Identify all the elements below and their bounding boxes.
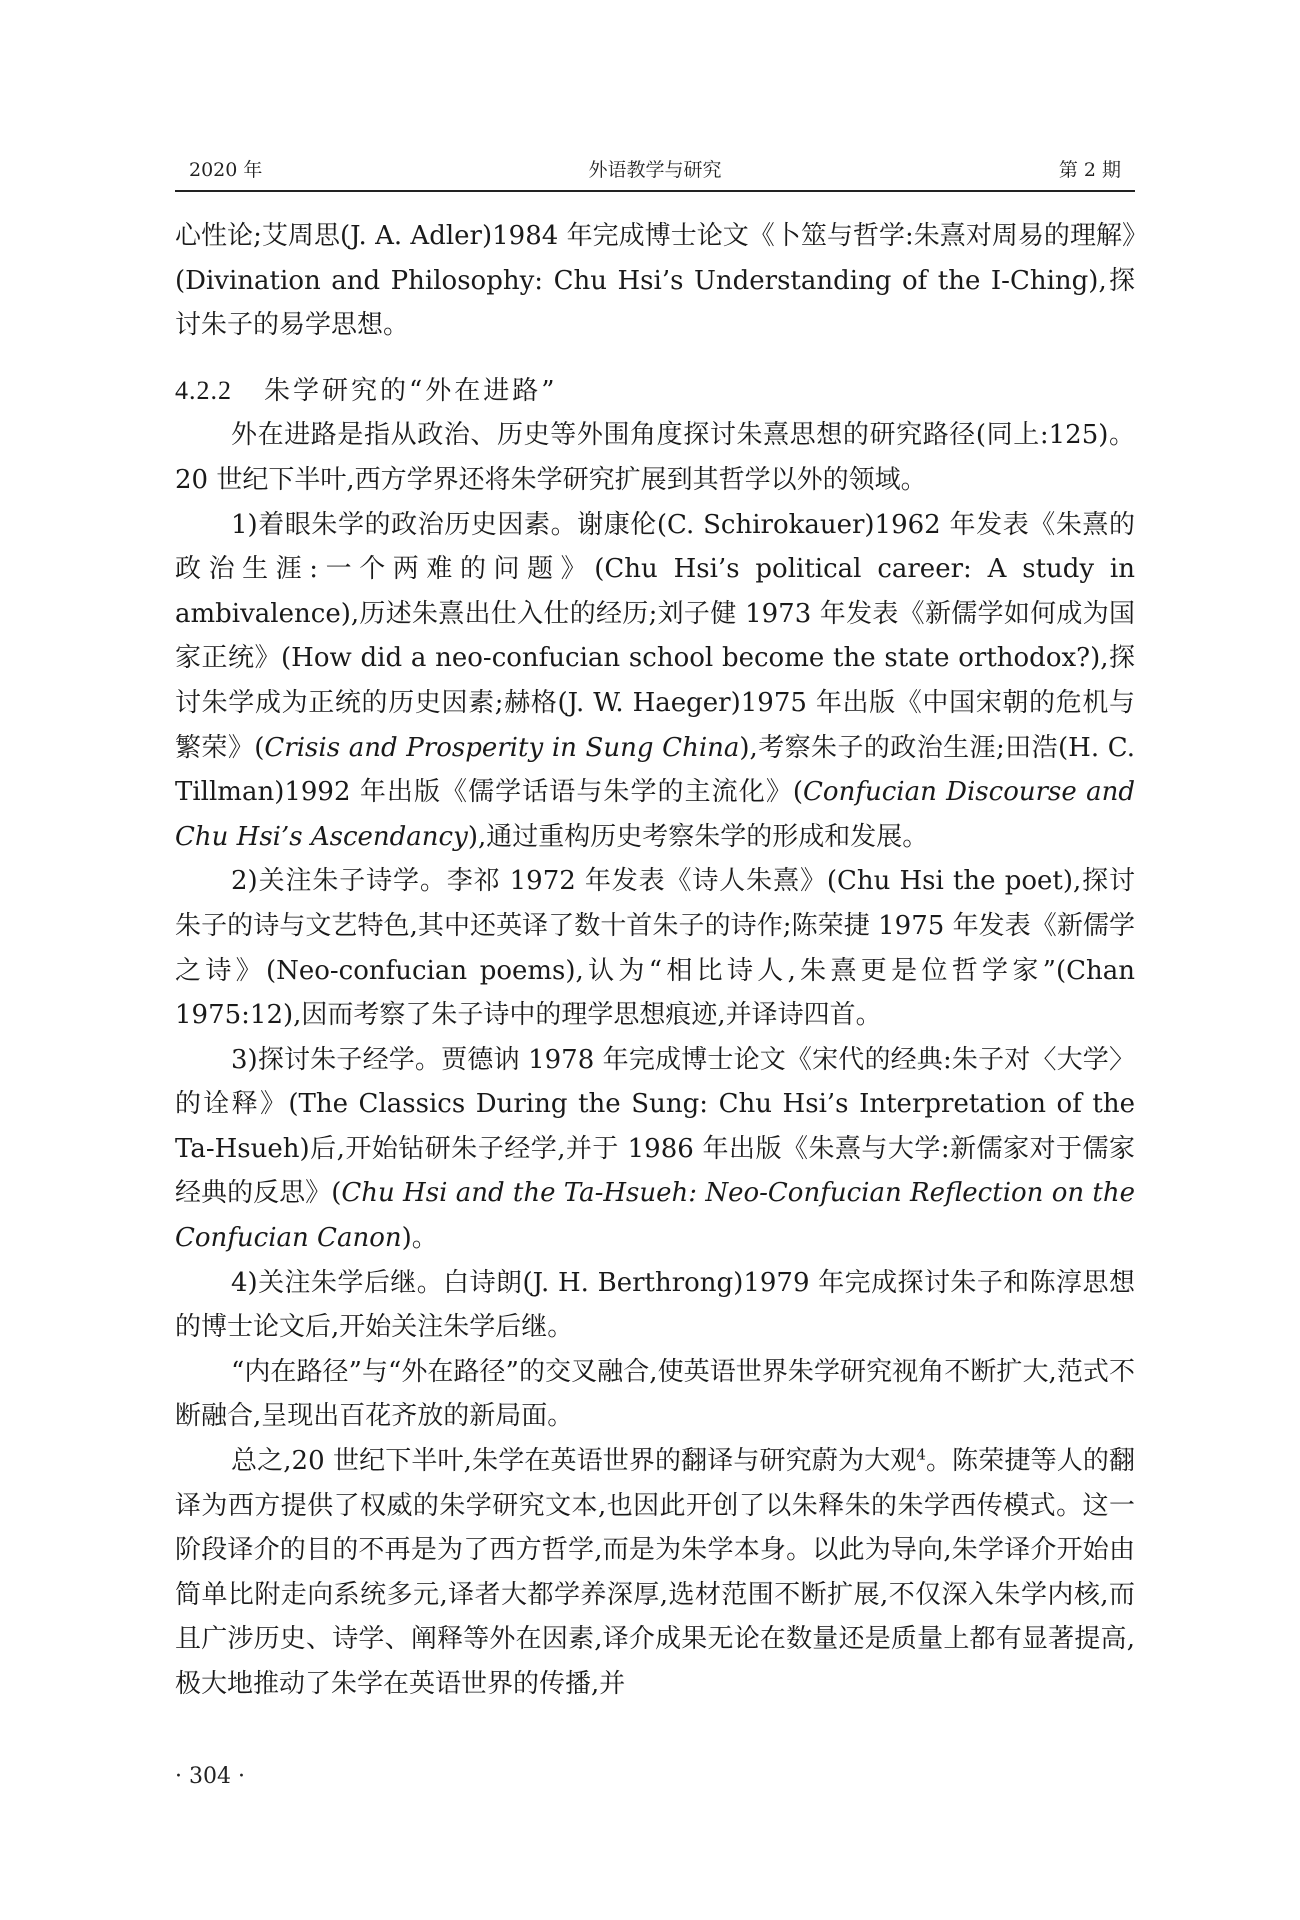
book-title-chu-hsi-ta-hsueh: Chu Hsi and the Ta-Hsueh: Neo-Confucian Reflection on the Confucian Canon [175,1178,1135,1254]
section-title: 朱学研究的“外在进路” [264,375,558,406]
paragraph-5-text-a: 3)探讨朱子经学。贾德讷 1978 年完成博士论文《宋代的经典:朱子对〈大学〉的诠释》(The Classics During the Sung: Chu Hsi’s Interpretation of the Ta-Hsueh)后,开始钻研朱子经学,并于 1986 年出版《朱熹与大学:新儒家对于儒家经典的反思》( [175,1044,1135,1209]
paragraph-4: 2)关注朱子诗学。李祁 1972 年发表《诗人朱熹》(Chu Hsi the poet),探讨朱子的诗与文艺特色,其中还英译了数十首朱子的诗作;陈荣捷 1975 年发表《新儒学之诗》(Neo-confucian poems),认为“相比诗人,朱熹更是位哲学家”(Chan 1975:12),因而考察了朱子诗中的理学思想痕迹,并译诗四首。 [175,866,1135,1031]
section-number: 4.2.2 [175,375,232,405]
paragraph-3 [175,503,1135,860]
paragraph-8-text-b: 。陈荣捷等人的翻译为西方提供了权威的朱学研究文本,也因此开创了以朱释朱的朱学西传模式。这一阶段译介的目的不再是为了西方哲学,而是为朱学本身。以此为导向,朱学译介开始由简单比附走向系统多元,译者大都学养深厚,选材范围不断扩展,不仅深入朱学内核,而且广涉历史、诗学、阐释等外在因素,译介成果无论在数量还是质量上都有显著提高,极大地推动了朱学在英语世界的传播,并 [175,1446,1135,1699]
header-journal-title: 外语教学与研究 [588,159,722,181]
body-text [175,214,1135,1707]
paragraph-5-text-c: )。 [401,1223,438,1254]
page-number: · 304 · [175,1764,245,1789]
book-title-confucian-discourse: Confucian Discourse and Chu Hsi’s Ascendancy [175,777,1135,852]
paragraph-5 [175,1038,1135,1261]
book-title-crisis-prosperity: Crisis and Prosperity in Sung China [264,732,740,763]
paragraph-8-text-a: 总之,20 世纪下半叶,朱学在英语世界的翻译与研究蔚为大观 [231,1446,917,1477]
section-heading [175,369,1135,414]
paragraph-3-text-e: ),通过重构历史考察朱学的形成和发展。 [467,821,929,852]
header-issue: 第 2 期 [1058,159,1121,181]
paragraph-1: 心性论;艾周思(J. A. Adler)1984 年完成博士论文《卜筮与哲学:朱熹对周易的理解》(Divination and Philosophy: Chu Hsi’s Understanding of the I-Ching),探讨朱子的易学思想。 [175,221,1135,341]
header-year: 2020 年 [189,159,263,181]
page-header [175,150,1135,190]
paragraph-3-text-c: ),考察朱子的政治生涯;田浩(H. C. Tillman)1992 年出版《儒学话语与朱学的主流化》( [175,732,1135,808]
paragraph-2: 外在进路是指从政治、历史等外围角度探讨朱熹思想的研究路径(同上:125)。20 世纪下半叶,西方学界还将朱学研究扩展到其哲学以外的领域。 [175,420,1135,495]
paragraph-6: 4)关注朱学后继。白诗朗(J. H. Berthrong)1979 年完成探讨朱子和陈淳思想的博士论文后,开始关注朱学后继。 [175,1267,1135,1343]
paragraph-8 [175,1439,1135,1707]
paragraph-3-text-a: 1)着眼朱学的政治历史因素。谢康伦(C. Schirokauer)1962 年发表《朱熹的政治生涯:一个两难的问题》(Chu Hsi’s political career: A study in ambivalence),历述朱熹出仕入仕的经历;刘子健 1973 年发表《新儒学如何成为国家正统》(How did a neo-confucian school become the state orthodox?),探讨朱学成为正统的历史因素;赫格(J. W. Haeger)1975 年出版《中国宋朝的危机与繁荣》( [175,509,1135,763]
paragraph-7: “内在路径”与“外在路径”的交叉融合,使英语世界朱学研究视角不断扩大,范式不断融合,呈现出百花齐放的新局面。 [175,1356,1135,1432]
footnote-marker: 4 [916,1445,926,1464]
header-rule [175,190,1135,192]
